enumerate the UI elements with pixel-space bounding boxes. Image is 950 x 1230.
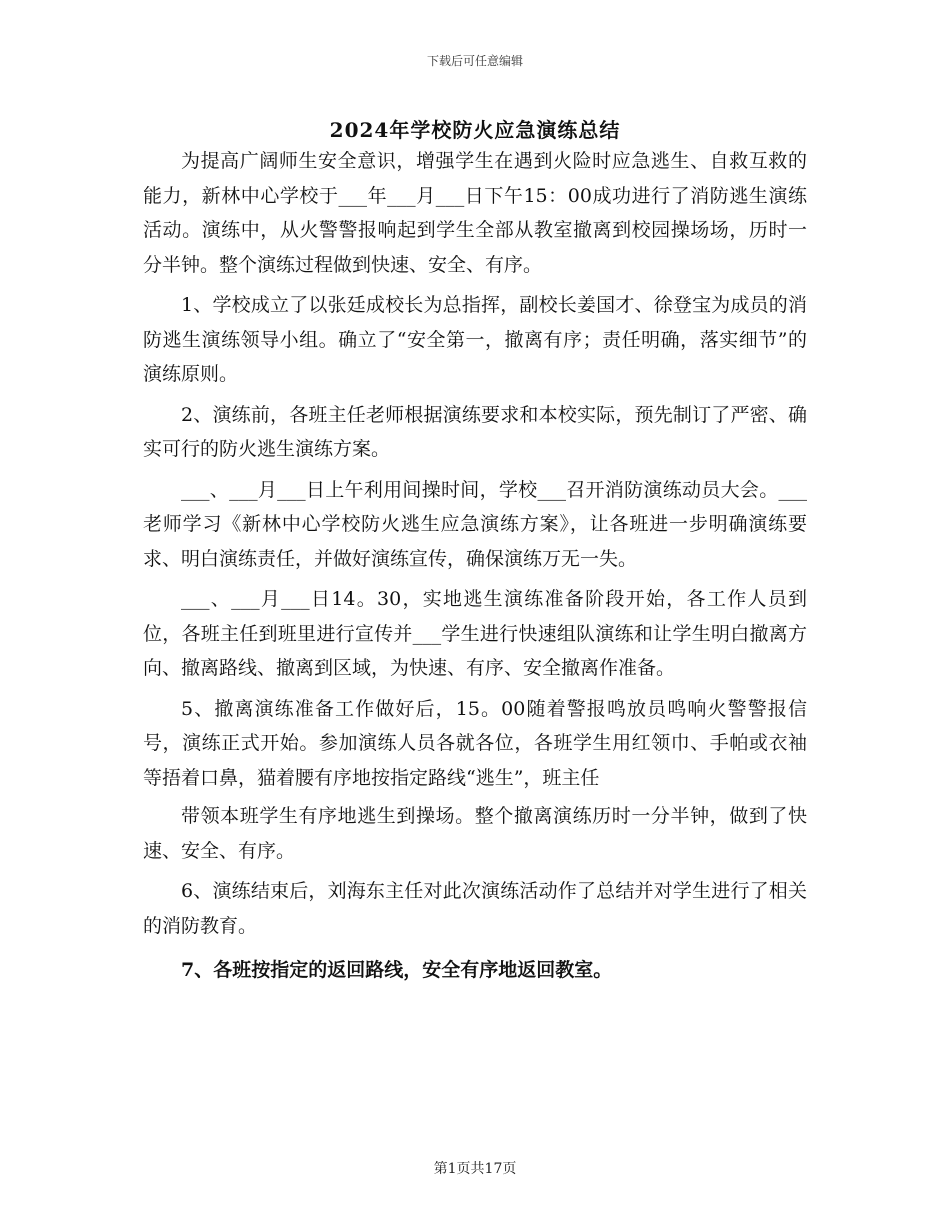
page-header: 下载后可任意编辑: [426, 54, 523, 68]
document-title: 2024年学校防火应急演练总结: [329, 118, 621, 142]
page-number: 第1页共17页: [433, 1161, 517, 1177]
paragraph-7: 7、各班按指定的返回路线，安全有序地返回教室。: [181, 959, 613, 981]
paragraph-3: ___、___月___日上午利用间操时间，学校___召开消防演练动员大会。___老师学习《新林中心学校防火逃生应急演练方案》，让各班进一步明确演练要求、明白演练责任，并做好演练宣传，确保演练万无一失。: [143, 478, 807, 570]
paragraph-2: 2、演练前，各班主任老师根据演练要求和本校实际，预先制订了严密、确实可行的防火逃生演练方案。: [143, 403, 807, 460]
paragraph-4: ___、___月___日14。30，实地逃生演练准备阶段开始，各工作人员到位，各班主任到班里进行宣传并___学生进行快速组队演练和让学生明白撤离方向、撤离路线、撤离到区域，为快速、有序、安全撤离作准备。: [143, 588, 807, 679]
paragraph-5: 5、撤离演练准备工作做好后，15。00随着警报鸣放员鸣响火警警报信号，演练正式开始。参加演练人员各就各位，各班学生用红领巾、手帕或衣袖等捂着口鼻，猫着腰有序地按指定路线“逃生”，班主任: [143, 697, 807, 789]
paragraph-intro: 为提高广阔师生安全意识，增强学生在遇到火险时应急逃生、自救互救的能力，新林中心学校于___年___月___日下午15：00成功进行了消防逃生演练活动。演练中，从火警警报响起到学生全部从教室撤离到校园操场场，历时一分半钟。整个演练过程做到快速、安全、有序。: [143, 150, 807, 276]
paragraph-5-continued: 带领本班学生有序地逃生到操场。整个撤离演练历时一分半钟，做到了快速、安全、有序。: [143, 805, 807, 862]
paragraph-1: 1、学校成立了以张廷成校长为总指挥，副校长姜国才、徐登宝为成员的消防逃生演练领导小组。确立了“安全第一，撤离有序；责任明确，落实细节”的演练原则。: [143, 294, 807, 385]
paragraph-6: 6、演练结束后，刘海东主任对此次演练活动作了总结并对学生进行了相关的消防教育。: [143, 880, 807, 937]
document-body: [143, 144, 807, 988]
